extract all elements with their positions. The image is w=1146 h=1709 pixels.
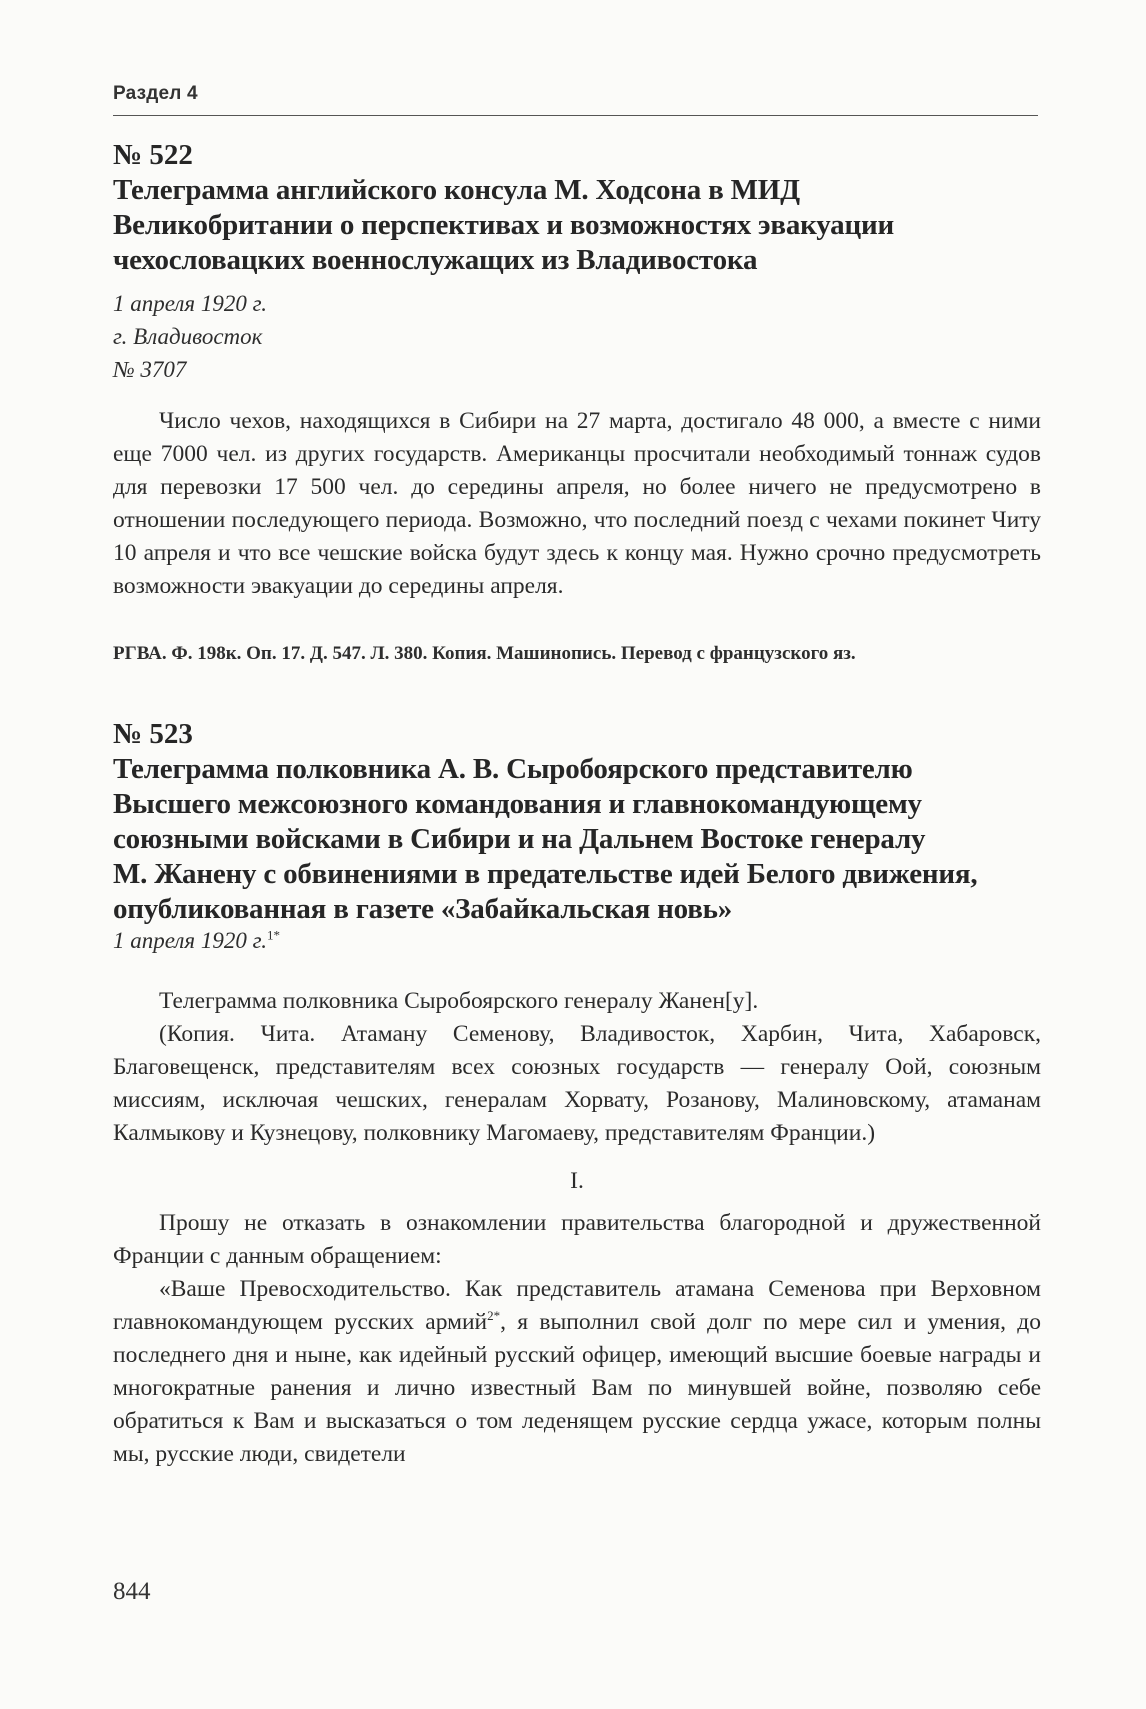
document-place: г. Владивосток <box>113 324 263 349</box>
body-paragraph: Число чехов, находящихся в Сибири на 27 марта, достигало 48 000, а вместе с ними еще 7000 чел. из других государств. Американцы просчитали необходимый тоннаж судов для перевозки 17 500 чел. до середины апреля, но более ничего не предусмотрено в отношении последующего периода. Возможно, что последний поезд с чехами покинет Читу 10 апреля и что все чешские войска будут здесь к концу мая. Нужно срочно предусмотреть возможности эвакуации до середины апреля. <box>113 408 1041 599</box>
body-paragraph: Телеграмма полковника Сыробоярского генералу Жанен[у]. <box>159 988 759 1014</box>
title-line: чехословацких военнослужащих из Владивостока <box>113 244 758 276</box>
document-date: 1 апреля 1920 г. <box>113 928 268 953</box>
paragraph-text: «Ваше Превосходительство. Как представитель атамана Семенова при Верховном главнокомандующем русских армий <box>113 1276 1041 1335</box>
page-number: 844 <box>113 1578 151 1605</box>
document-title <box>113 752 1041 927</box>
document-523 <box>113 717 1041 927</box>
document-date: 1 апреля 1920 г. <box>113 291 268 316</box>
header-rule <box>113 115 1038 116</box>
title-line: Великобритании о перспективах и возможностях эвакуации <box>113 209 894 241</box>
title-line: опубликованная в газете «Забайкальская новь» <box>113 893 733 925</box>
document-523-body <box>113 985 1041 1471</box>
document-title <box>113 173 1041 278</box>
title-line: Телеграмма английского консула М. Ходсона в МИД <box>113 174 800 206</box>
document-522-body <box>113 405 1041 603</box>
footnote-marker: 2* <box>487 1308 501 1324</box>
title-line: союзными войсками в Сибири и на Дальнем Востоке генералу <box>113 823 926 855</box>
archival-source: РГВА. Ф. 198к. Оп. 17. Д. 547. Л. 380. Копия. Машинопись. Перевод с французского яз. <box>113 643 856 664</box>
title-line: Телеграмма полковника А. В. Сыробоярского представителю <box>113 753 913 785</box>
document-number: № 522 <box>113 139 193 171</box>
document-ref-number: № 3707 <box>113 357 187 382</box>
document-522-meta <box>113 287 1041 386</box>
body-paragraph <box>113 1273 1041 1471</box>
body-paragraph: (Копия. Чита. Атаману Семенову, Владивосток, Харбин, Чита, Хабаровск, Благовещенск, представителям всех союзных государств — генералу Оой, союзным миссиям, исключая чешских, генералам Хорвату, Розанову, Малиновскому, атаманам Калмыкову и Кузнецову, полковнику Магомаеву, представителям Франции.) <box>113 1021 1041 1146</box>
title-line: М. Жанену с обвинениями в предательстве идей Белого движения, <box>113 858 978 890</box>
document-number: № 523 <box>113 718 193 750</box>
document-522 <box>113 138 1041 278</box>
running-head: Раздел 4 <box>113 83 198 104</box>
footnote-marker: 1* <box>267 927 281 943</box>
section-numeral: I. <box>570 1168 584 1194</box>
title-line: Высшего межсоюзного командования и главнокомандующему <box>113 788 922 820</box>
body-paragraph: Прошу не отказать в ознакомлении правительства благородной и дружественной Франции с данным обращением: <box>113 1210 1041 1269</box>
document-523-meta <box>113 924 1041 957</box>
paragraph-text: , я выполнил свой долг по мере сил и умения, до последнего дня и ныне, как идейный русский офицер, имеющий высшие боевые награды и многократные ранения и лично известный Вам по минувшей войне, позволяю себе обратиться к Вам и высказаться о том леденящем русские сердца ужасе, которым полны мы, русские люди, свидетели <box>113 1309 1041 1467</box>
